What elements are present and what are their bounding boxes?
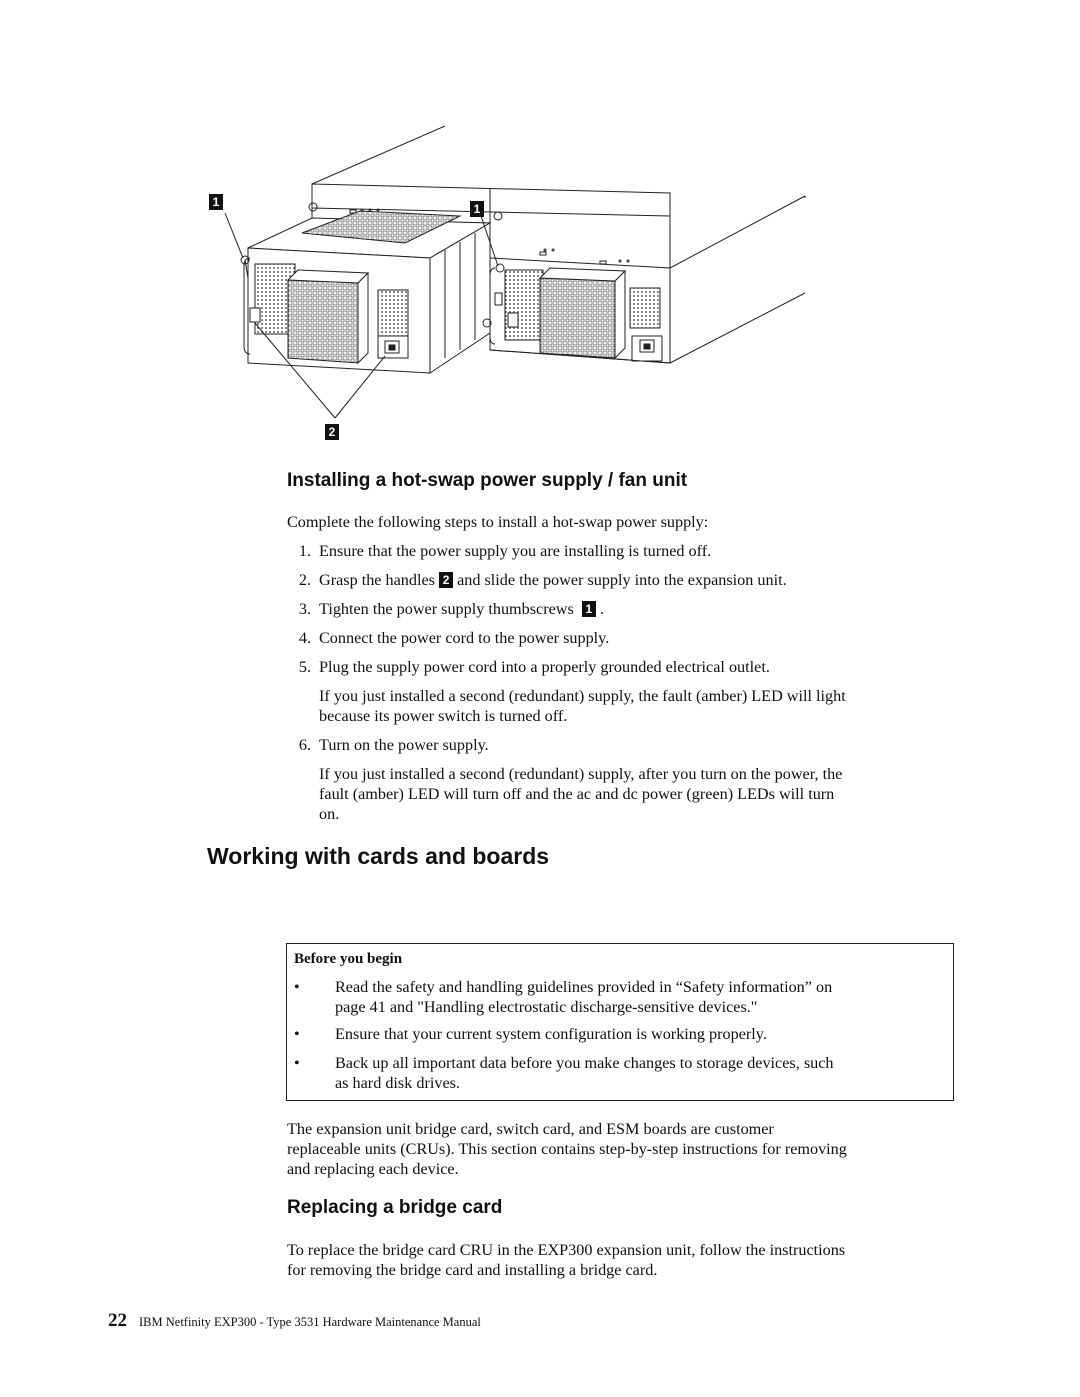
step-text: Ensure that the power supply you are installing is turned off. — [319, 542, 712, 560]
step-text — [319, 570, 957, 590]
section-heading-cards: Working with cards and boards — [207, 843, 550, 869]
bullet-marker: • — [294, 978, 300, 996]
cards-paragraph-line-3: and replacing each device. — [287, 1160, 459, 1178]
power-supply-illustration — [200, 118, 820, 448]
step-5-note-line-1: If you just installed a second (redundant) supply, the fault (amber) LED will light — [319, 687, 846, 705]
bullet-3-line-2: as hard disk drives. — [335, 1074, 460, 1092]
box-title: Before you begin — [294, 951, 403, 967]
list-item — [287, 570, 957, 590]
step-number: 3. — [298, 600, 311, 618]
list-item — [287, 657, 957, 677]
bullet-1-line-2: page 41 and "Handling electrostatic discharge-sensitive devices." — [335, 998, 758, 1016]
step-text-pre: Grasp the handles — [319, 571, 435, 589]
step-text-pre: Tighten the power supply thumbscrews — [319, 600, 574, 618]
list-item — [287, 735, 957, 755]
step-text: Turn on the power supply. — [319, 736, 489, 754]
install-steps-list — [287, 541, 957, 821]
step-5-note-line-2: because its power switch is turned off. — [319, 707, 568, 725]
section-heading-bridge: Replacing a bridge card — [287, 1197, 503, 1218]
bridge-paragraph-line-1: To replace the bridge card CRU in the EXP300 expansion unit, follow the instructions — [287, 1241, 846, 1259]
bullet-2-line-1: Ensure that your current system configuration is working properly. — [335, 1025, 767, 1043]
callout-inline-thumbscrews: 1 — [582, 601, 596, 617]
callout-inline-handles: 2 — [439, 572, 453, 588]
list-item — [287, 599, 957, 619]
before-you-begin-box — [286, 943, 954, 1101]
bullet-3-line-1: Back up all important data before you make changes to storage devices, such — [335, 1054, 834, 1072]
cards-paragraph-line-2: replaceable units (CRUs). This section contains step-by-step instructions for removing — [287, 1140, 847, 1158]
list-item — [287, 541, 957, 561]
step-number: 1. — [298, 542, 311, 560]
cards-paragraph-line-1: The expansion unit bridge card, switch card, and ESM boards are customer — [287, 1120, 774, 1138]
step-6-note-line-1: If you just installed a second (redundant) supply, after you turn on the power, the — [319, 765, 843, 783]
step-text-post: . — [599, 600, 604, 618]
cards-paragraph — [287, 1119, 967, 1179]
step-number: 2. — [298, 571, 311, 589]
step-number: 6. — [298, 736, 311, 754]
bullet-1-line-1: Read the safety and handling guidelines provided in “Safety information” on — [335, 978, 833, 996]
step-number: 4. — [298, 629, 311, 647]
callout-handles: 2 — [325, 424, 339, 440]
callout-thumbscrew-right: 1 — [470, 201, 484, 217]
list-item — [287, 628, 957, 648]
section-heading-install: Installing a hot-swap power supply / fan unit — [287, 470, 688, 491]
install-intro: Complete the following steps to install a hot-swap power supply: — [287, 513, 709, 531]
bridge-paragraph-line-2: for removing the bridge card and installing a bridge card. — [287, 1261, 658, 1279]
step-6-note-line-2: fault (amber) LED will turn off and the ac and dc power (green) LEDs will turn — [319, 785, 835, 803]
step-text: Plug the supply power cord into a properly grounded electrical outlet. — [319, 658, 770, 676]
page-footer — [108, 1310, 708, 1334]
bullet-marker: • — [294, 1025, 300, 1043]
bullet-marker: • — [294, 1054, 300, 1072]
step-6-note-line-3: on. — [319, 805, 340, 823]
step-text-post: and slide the power supply into the expansion unit. — [457, 571, 787, 589]
step-text — [319, 599, 957, 619]
callout-thumbscrew-left: 1 — [209, 194, 223, 210]
page-number: 22 — [108, 1310, 127, 1331]
footer-title: IBM Netfinity EXP300 - Type 3531 Hardware Maintenance Manual — [139, 1315, 481, 1329]
step-number: 5. — [298, 658, 311, 676]
bridge-paragraph — [287, 1240, 967, 1280]
step-text: Connect the power cord to the power supply. — [319, 629, 610, 647]
